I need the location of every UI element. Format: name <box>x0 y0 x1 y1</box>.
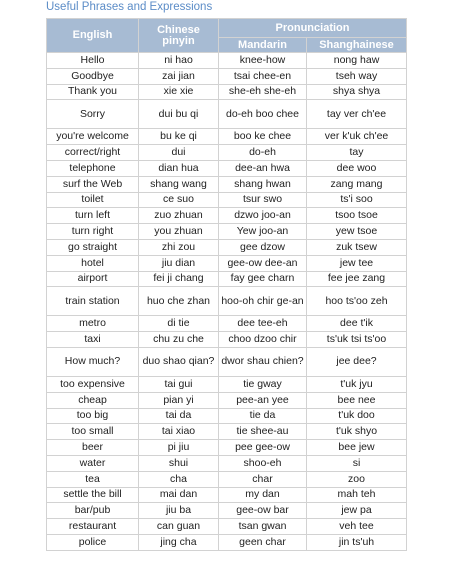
pinyin-cell: huo che zhan <box>139 287 219 316</box>
mandarin-cell: gee dzow <box>219 239 307 255</box>
table-row <box>47 192 407 208</box>
mandarin-cell: gee-ow bar <box>219 503 307 519</box>
mandarin-cell: fay gee charn <box>219 271 307 287</box>
shanghainese-cell: dee woo <box>307 160 407 176</box>
shanghainese-cell: si <box>307 455 407 471</box>
pinyin-cell: can guan <box>139 519 219 535</box>
table-row <box>47 376 407 392</box>
table-row <box>47 534 407 550</box>
shanghainese-cell: hoo ts'oo zeh <box>307 287 407 316</box>
pinyin-cell: zuo zhuan <box>139 208 219 224</box>
pinyin-cell: shang wang <box>139 176 219 192</box>
pinyin-cell: chu zu che <box>139 332 219 348</box>
shanghainese-cell: mah teh <box>307 487 407 503</box>
pinyin-cell: tai da <box>139 408 219 424</box>
table-row <box>47 271 407 287</box>
pinyin-cell: dui bu qi <box>139 100 219 129</box>
shanghainese-cell: tseh way <box>307 68 407 84</box>
header-shanghainese: Shanghainese <box>307 38 407 53</box>
english-cell: settle the bill <box>47 487 139 503</box>
table-row <box>47 332 407 348</box>
pinyin-cell: tai xiao <box>139 424 219 440</box>
english-cell: surf the Web <box>47 176 139 192</box>
english-cell: Hello <box>47 53 139 69</box>
pinyin-cell: ce suo <box>139 192 219 208</box>
pinyin-cell: duo shao qian? <box>139 347 219 376</box>
pinyin-cell: dui <box>139 145 219 161</box>
english-cell: police <box>47 534 139 550</box>
shanghainese-cell: tay <box>307 145 407 161</box>
mandarin-cell: gee-ow dee-an <box>219 255 307 271</box>
header-mandarin: Mandarin <box>219 38 307 53</box>
table-row <box>47 224 407 240</box>
header-english: English <box>47 19 139 53</box>
table-row <box>47 287 407 316</box>
shanghainese-cell: tay ver ch'ee <box>307 100 407 129</box>
table-row <box>47 408 407 424</box>
table-row <box>47 208 407 224</box>
table-row <box>47 84 407 100</box>
mandarin-cell: do-eh boo chee <box>219 100 307 129</box>
table-row <box>47 145 407 161</box>
pinyin-cell: dian hua <box>139 160 219 176</box>
mandarin-cell: my dan <box>219 487 307 503</box>
pinyin-cell: you zhuan <box>139 224 219 240</box>
table-row <box>47 503 407 519</box>
english-cell: train station <box>47 287 139 316</box>
mandarin-cell: tsur swo <box>219 192 307 208</box>
english-cell: cheap <box>47 392 139 408</box>
table-row <box>47 455 407 471</box>
shanghainese-cell: jee dee? <box>307 347 407 376</box>
table-row <box>47 440 407 456</box>
pinyin-cell: fei ji chang <box>139 271 219 287</box>
mandarin-cell: boo ke chee <box>219 129 307 145</box>
mandarin-cell: do-eh <box>219 145 307 161</box>
english-cell: Thank you <box>47 84 139 100</box>
mandarin-cell: dwor shau chien? <box>219 347 307 376</box>
shanghainese-cell: jew pa <box>307 503 407 519</box>
english-cell: Goodbye <box>47 68 139 84</box>
table-row <box>47 519 407 535</box>
english-cell: bar/pub <box>47 503 139 519</box>
pinyin-cell: zhi zou <box>139 239 219 255</box>
table-row <box>47 255 407 271</box>
english-cell: tea <box>47 471 139 487</box>
shanghainese-cell: tsoo tsoe <box>307 208 407 224</box>
table-row <box>47 68 407 84</box>
mandarin-cell: dee-an hwa <box>219 160 307 176</box>
mandarin-cell: dee tee-eh <box>219 316 307 332</box>
mandarin-cell: hoo-oh chir ge-an <box>219 287 307 316</box>
mandarin-cell: shang hwan <box>219 176 307 192</box>
mandarin-cell: tie shee-au <box>219 424 307 440</box>
mandarin-cell: pee gee-ow <box>219 440 307 456</box>
table-body <box>47 53 407 551</box>
english-cell: airport <box>47 271 139 287</box>
pinyin-cell: zai jian <box>139 68 219 84</box>
english-cell: hotel <box>47 255 139 271</box>
pinyin-cell: jiu dian <box>139 255 219 271</box>
table-row <box>47 487 407 503</box>
shanghainese-cell: yew tsoe <box>307 224 407 240</box>
english-cell: telephone <box>47 160 139 176</box>
shanghainese-cell: bee nee <box>307 392 407 408</box>
table-row <box>47 239 407 255</box>
english-cell: turn right <box>47 224 139 240</box>
phrases-table <box>46 18 407 551</box>
pinyin-cell: mai dan <box>139 487 219 503</box>
shanghainese-cell: dee t'ik <box>307 316 407 332</box>
shanghainese-cell: veh tee <box>307 519 407 535</box>
shanghainese-cell: zang mang <box>307 176 407 192</box>
table-row <box>47 471 407 487</box>
table-header <box>47 19 407 53</box>
pinyin-cell: pian yi <box>139 392 219 408</box>
pinyin-cell: pi jiu <box>139 440 219 456</box>
english-cell: too small <box>47 424 139 440</box>
table-row <box>47 100 407 129</box>
mandarin-cell: dzwo joo-an <box>219 208 307 224</box>
pinyin-cell: jing cha <box>139 534 219 550</box>
english-cell: water <box>47 455 139 471</box>
pinyin-cell: jiu ba <box>139 503 219 519</box>
english-cell: too big <box>47 408 139 424</box>
table-row <box>47 424 407 440</box>
mandarin-cell: knee-how <box>219 53 307 69</box>
mandarin-cell: tie gway <box>219 376 307 392</box>
shanghainese-cell: t'uk jyu <box>307 376 407 392</box>
mandarin-cell: she-eh she-eh <box>219 84 307 100</box>
mandarin-cell: tsan gwan <box>219 519 307 535</box>
table-row <box>47 316 407 332</box>
mandarin-cell: shoo-eh <box>219 455 307 471</box>
shanghainese-cell: zuk tsew <box>307 239 407 255</box>
shanghainese-cell: t'uk shyo <box>307 424 407 440</box>
english-cell: you're welcome <box>47 129 139 145</box>
table-row <box>47 176 407 192</box>
page-title: Useful Phrases and Expressions <box>46 1 213 13</box>
english-cell: turn left <box>47 208 139 224</box>
header-pronunciation: Pronunciation <box>219 19 407 38</box>
shanghainese-cell: shya shya <box>307 84 407 100</box>
english-cell: beer <box>47 440 139 456</box>
table-row <box>47 160 407 176</box>
shanghainese-cell: bee jew <box>307 440 407 456</box>
pinyin-cell: di tie <box>139 316 219 332</box>
english-cell: taxi <box>47 332 139 348</box>
english-cell: go straight <box>47 239 139 255</box>
mandarin-cell: tie da <box>219 408 307 424</box>
pinyin-cell: shui <box>139 455 219 471</box>
mandarin-cell: tsai chee-en <box>219 68 307 84</box>
pinyin-cell: xie xie <box>139 84 219 100</box>
header-pinyin: Chinese pinyin <box>139 19 219 53</box>
shanghainese-cell: t'uk doo <box>307 408 407 424</box>
table-row <box>47 129 407 145</box>
shanghainese-cell: jin ts'uh <box>307 534 407 550</box>
shanghainese-cell: ts'uk tsi ts'oo <box>307 332 407 348</box>
shanghainese-cell: nong haw <box>307 53 407 69</box>
english-cell: metro <box>47 316 139 332</box>
shanghainese-cell: ts'i soo <box>307 192 407 208</box>
mandarin-cell: Yew joo-an <box>219 224 307 240</box>
table-row <box>47 53 407 69</box>
mandarin-cell: geen char <box>219 534 307 550</box>
english-cell: too expensive <box>47 376 139 392</box>
shanghainese-cell: fee jee zang <box>307 271 407 287</box>
english-cell: How much? <box>47 347 139 376</box>
mandarin-cell: char <box>219 471 307 487</box>
english-cell: Sorry <box>47 100 139 129</box>
shanghainese-cell: jew tee <box>307 255 407 271</box>
pinyin-cell: bu ke qi <box>139 129 219 145</box>
table-row <box>47 347 407 376</box>
english-cell: restaurant <box>47 519 139 535</box>
shanghainese-cell: ver k'uk ch'ee <box>307 129 407 145</box>
mandarin-cell: choo dzoo chir <box>219 332 307 348</box>
pinyin-cell: tai gui <box>139 376 219 392</box>
pinyin-cell: cha <box>139 471 219 487</box>
table-row <box>47 392 407 408</box>
mandarin-cell: pee-an yee <box>219 392 307 408</box>
english-cell: toilet <box>47 192 139 208</box>
shanghainese-cell: zoo <box>307 471 407 487</box>
english-cell: correct/right <box>47 145 139 161</box>
pinyin-cell: ni hao <box>139 53 219 69</box>
